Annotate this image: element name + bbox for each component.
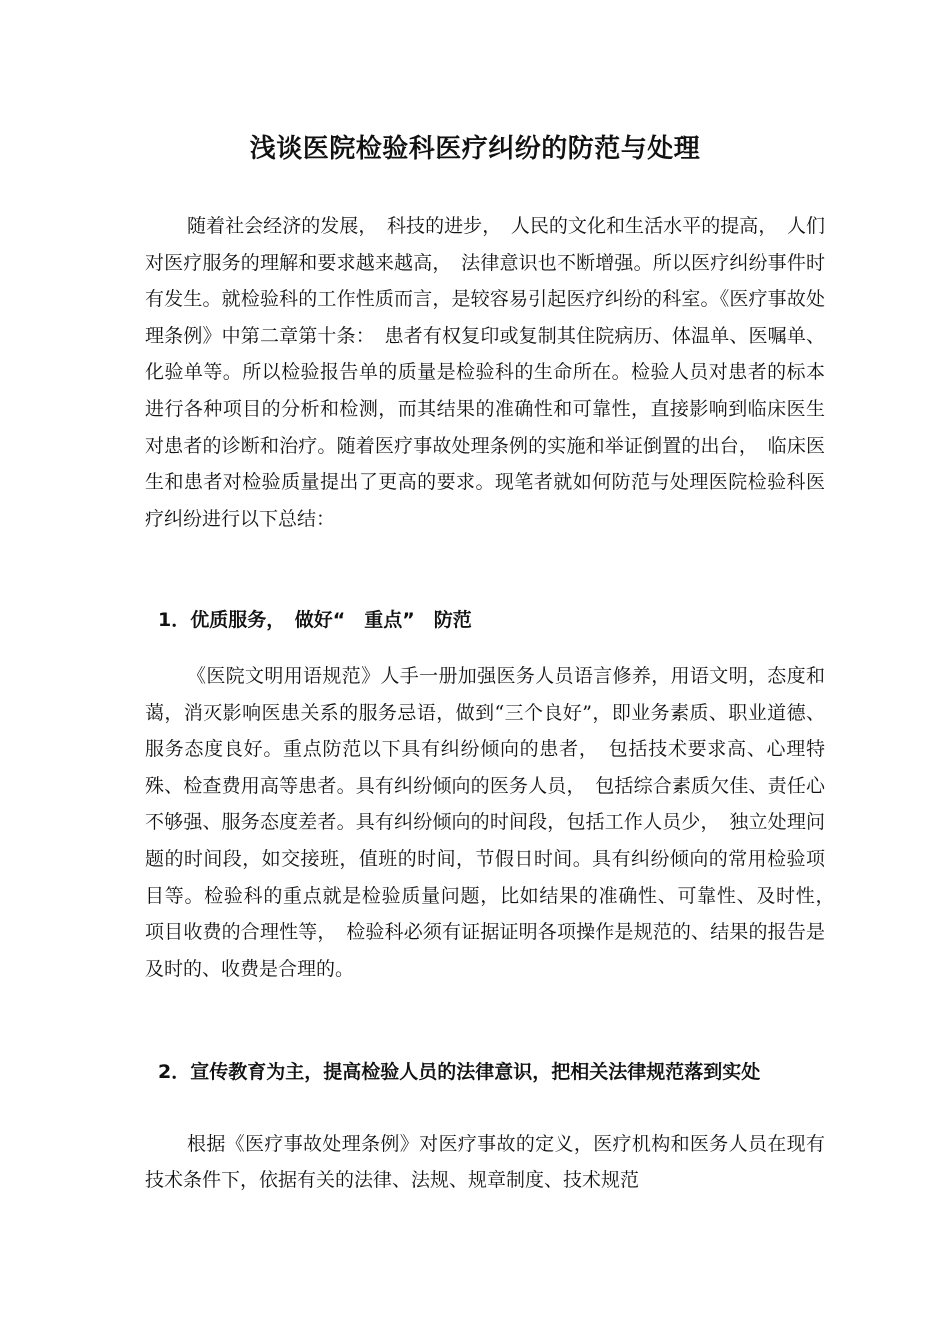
paragraph-section-1: 《医院文明用语规范》人手一册加强医务人员语言修养，用语文明，态度和蔼，消灭影响医患关系的服务忌语，做到“三个良好”，即业务素质、职业道德、服务态度良好。重点防范以下具有纠纷倾向的患者， 包括技术要求高、心理特殊、检查费用高等患者。具有纠纷倾向的医务人员， 包括综合素质欠佳、责任心不够强、服务态度差者。具有纠纷倾向的时间段，包括工作人员少， 独立处理问题的时间段，如交接班，值班的时间，节假日时间。具有纠纷倾向的常用检验项目等。检验科的重点就是检验质量问题，比如结果的准确性、可靠性、及时性， 项目收费的合理性等， 检验科必须有证据证明各项操作是规范的、结果的报告是及时的、收费是合理的。 (145, 665, 845, 980)
paragraph-section-2: 根据《医疗事故处理条例》对医疗事故的定义，医疗机构和医务人员在现有技术条件下，依据有关的法律、法规、规章制度、技术规范 (145, 1133, 825, 1191)
section-heading-1: 1．优质服务， 做好“ 重点” 防范 (158, 609, 472, 631)
paragraph-introduction: 随着社会经济的发展， 科技的进步， 人民的文化和生活水平的提高， 人们对医疗服务的理解和要求越来越高， 法律意识也不断增强。所以医疗纠纷事件时有发生。就检验科的工作性质而言，是较容易引起医疗纠纷的科室。《医疗事故处理条例》中第二章第十条： 患者有权复印或复制其住院病历、体温单、医嘱单、化验单等。所以检验报告单的质量是检验科的生命所在。检验人员对患者的标本进行各种项目的分析和检测，而其结果的准确性和可靠性，直接影响到临床医生对患者的诊断和治疗。随着医疗事故处理条例的实施和举证倒置的出台， 临床医生和患者对检验质量提出了更高的要求。现笔者就如何防范与处理医院检验科医疗纠纷进行以下总结： (145, 215, 825, 530)
document-title: 浅谈医院检验科医疗纠纷的防范与处理 (249, 134, 701, 164)
section-heading-2: 2．宣传教育为主，提高检验人员的法律意识，把相关法律规范落到实处 (158, 1061, 761, 1083)
